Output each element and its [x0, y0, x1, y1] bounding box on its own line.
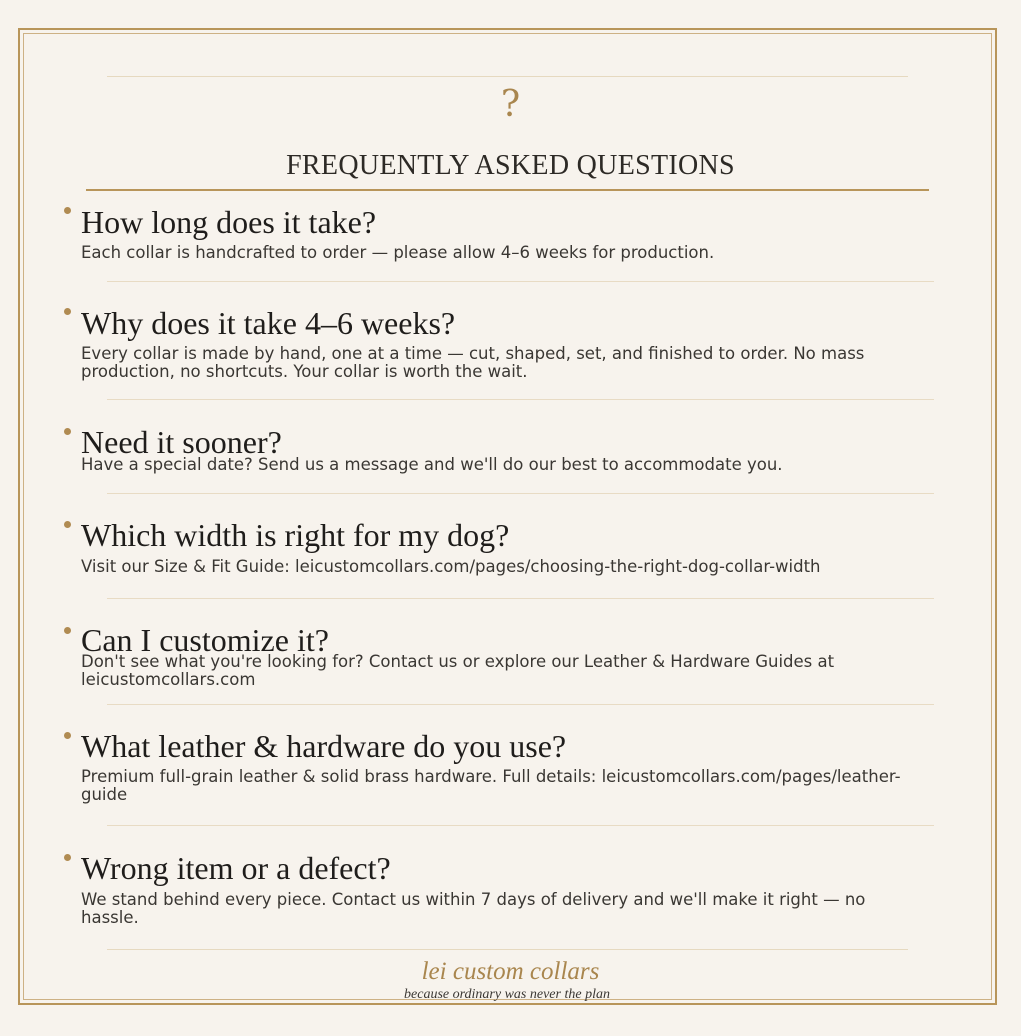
top-divider: [107, 76, 908, 77]
bullet-icon: [64, 854, 71, 861]
faq-answer: Every collar is made by hand, one at a time — cut, shaped, set, and finished to order. No mass production, no shortcuts. Your collar is worth the wait.: [81, 344, 865, 381]
faq-divider: [107, 399, 934, 400]
question-mark-icon: ?: [500, 84, 521, 125]
faq-question: Which width is right for my dog?: [81, 517, 510, 553]
faq-question: Can I customize it?: [81, 622, 329, 658]
faq-answer: We stand behind every piece. Contact us within 7 days of delivery and we'll make it right — no hassle.: [81, 890, 866, 927]
bullet-icon: [64, 627, 71, 634]
faq-divider: [107, 704, 934, 705]
faq-answer: Each collar is handcrafted to order — please allow 4–6 weeks for production.: [81, 243, 715, 262]
faq-answer: Don't see what you're looking for? Contact us or explore our Leather & Hardware Guides at leicustomcollars.com: [81, 652, 835, 689]
bullet-icon: [64, 521, 71, 528]
faq-answer: Premium full-grain leather & solid brass hardware. Full details: leicustomcollars.com/pages/leather-guide: [81, 767, 901, 804]
faq-question: How long does it take?: [81, 204, 377, 240]
bottom-divider: [107, 949, 908, 950]
faq-answer: Have a special date? Send us a message and we'll do our best to accommodate you.: [81, 455, 783, 474]
brand-name: lei custom collars: [421, 958, 600, 985]
faq-question: Need it sooner?: [81, 424, 282, 460]
faq-divider: [107, 598, 934, 599]
brand-tagline: because ordinary was never the plan: [404, 987, 610, 1002]
bullet-icon: [64, 207, 71, 214]
page-title: FREQUENTLY ASKED QUESTIONS: [286, 150, 735, 181]
faq-answer: Visit our Size & Fit Guide: leicustomcollars.com/pages/choosing-the-right-dog-collar-width: [81, 557, 821, 576]
faq-divider: [107, 825, 934, 826]
bullet-icon: [64, 428, 71, 435]
bullet-icon: [64, 732, 71, 739]
faq-question: Wrong item or a defect?: [81, 850, 391, 886]
faq-question: What leather & hardware do you use?: [81, 728, 567, 764]
title-divider: [86, 189, 929, 191]
bullet-icon: [64, 308, 71, 315]
faq-divider: [107, 493, 934, 494]
faq-question: Why does it take 4–6 weeks?: [81, 305, 456, 341]
faq-divider: [107, 281, 934, 282]
